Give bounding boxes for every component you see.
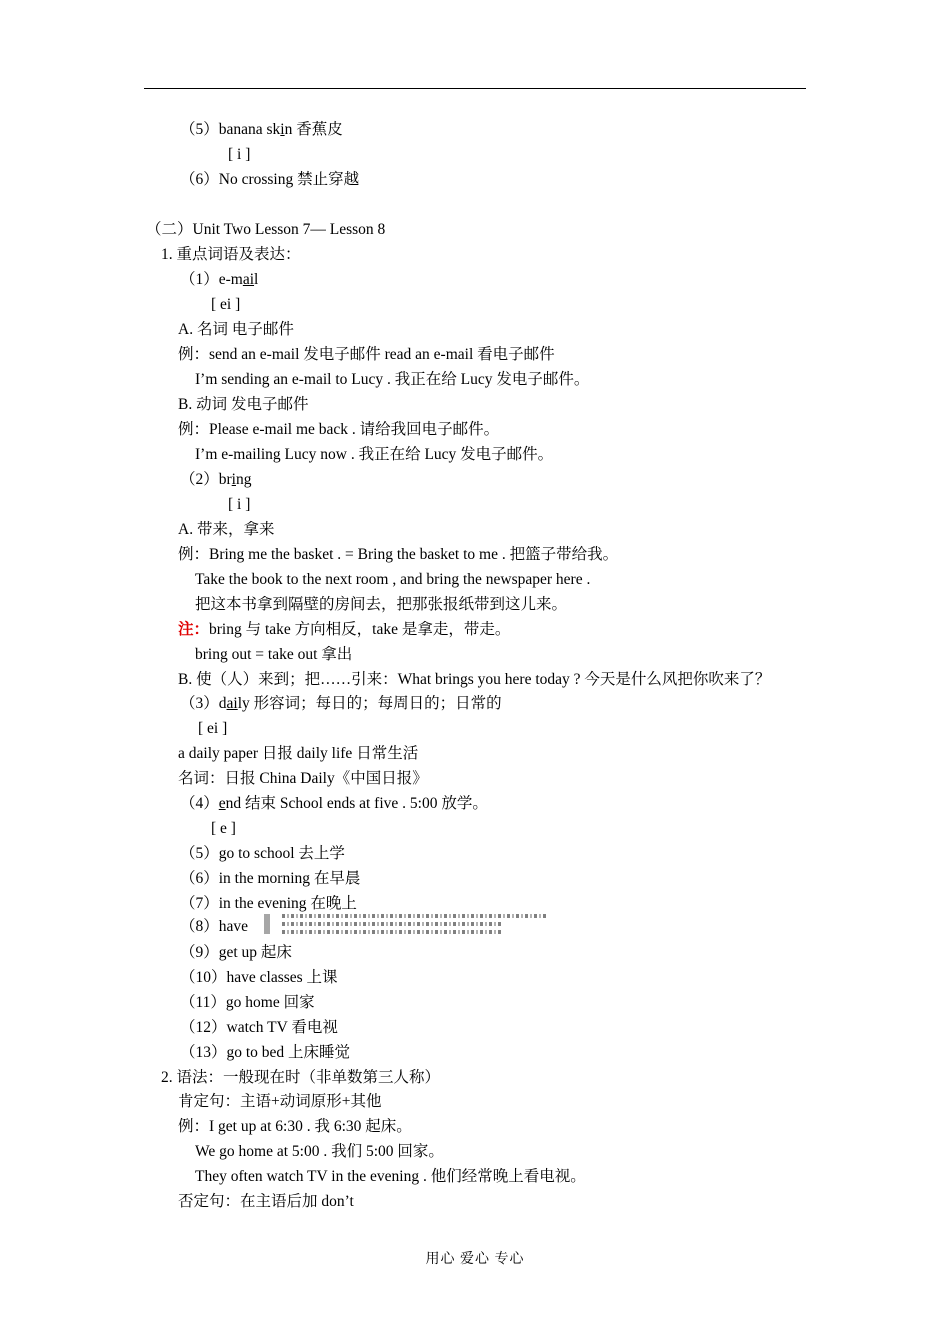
vocab-item: （13）go to bed 上床睡觉	[180, 1044, 351, 1061]
example: 例：send an e-mail 发电子邮件 read an e-mail 看电子邮件	[178, 346, 555, 363]
obscured-text-image	[264, 912, 549, 936]
example: I’m sending an e-mail to Lucy . 我正在给 Lucy 发电子邮件。	[195, 371, 590, 388]
header-rule	[144, 88, 806, 89]
example: I’m e-mailing Lucy now . 我正在给 Lucy 发电子邮件。	[195, 446, 554, 463]
example: 把这本书拿到隔壁的房间去，把那张报纸带到这儿来。	[195, 596, 568, 613]
vocab-item: （5）go to school 去上学	[180, 845, 345, 862]
example: bring out = take out 拿出	[195, 646, 353, 663]
vocab-daily: （3）daily 形容词；每日的；每周日的；日常的	[180, 695, 502, 712]
example: Take the book to the next room , and bring the newspaper here .	[195, 571, 591, 588]
vocab-item: （7）in the evening 在晚上	[180, 895, 357, 912]
example: 例：I get up at 6:30 . 我 6:30 起床。	[178, 1118, 412, 1135]
phonetic: [ ei ]	[198, 720, 228, 737]
example: We go home at 5:00 . 我们 5:00 回家。	[195, 1143, 444, 1160]
item-banana-skin: （5）banana skin 香蕉皮	[180, 121, 343, 138]
example: They often watch TV in the evening . 他们经常晚上看电视。	[195, 1168, 586, 1185]
vocab-item: （12）watch TV 看电视	[180, 1019, 338, 1036]
vocab-item: （6）in the morning 在早晨	[180, 870, 361, 887]
subsection-heading: 2. 语法：一般现在时（非单数第三人称）	[161, 1069, 441, 1086]
example: a daily paper 日报 daily life 日常生活	[178, 745, 419, 762]
definition: B. 使（人）来到；把……引来：What brings you here today ? 今天是什么风把你吹来了？	[178, 671, 771, 688]
vocab-item: （10）have classes 上课	[180, 969, 338, 986]
subsection-heading: 1. 重点词语及表达：	[161, 246, 301, 263]
phonetic: [ i ]	[228, 496, 251, 513]
definition: B. 动词 发电子邮件	[178, 396, 309, 413]
vocab-email: （1）e-mail	[180, 271, 259, 288]
definition: A. 带来，拿来	[178, 521, 275, 538]
note-label: 注：	[178, 621, 210, 638]
phonetic: [ e ]	[211, 820, 236, 837]
section-heading: （二）Unit Two Lesson 7— Lesson 8	[146, 221, 386, 238]
vocab-item: （9）get up 起床	[180, 944, 292, 961]
grammar-rule: 肯定句：主语+动词原形+其他	[178, 1093, 382, 1110]
phonetic: [ ei ]	[211, 296, 241, 313]
example: 名词：日报 China Daily《中国日报》	[178, 770, 428, 787]
phonetic: [ i ]	[228, 146, 251, 163]
grammar-rule: 否定句：在主语后加 don’t	[178, 1193, 354, 1210]
example: 例：Bring me the basket . = Bring the basket to me . 把篮子带给我。	[178, 546, 619, 563]
definition: A. 名词 电子邮件	[178, 321, 294, 338]
example: 例：Please e-mail me back . 请给我回电子邮件。	[178, 421, 500, 438]
item-no-crossing: （6）No crossing 禁止穿越	[180, 171, 360, 188]
vocab-item: （8）have	[180, 918, 249, 935]
vocab-bring: （2）bring	[180, 471, 252, 488]
vocab-end: （4）end 结束 School ends at five . 5:00 放学。	[180, 795, 488, 812]
vocab-item: （11）go home 回家	[180, 994, 315, 1011]
note: 注：bring 与 take 方向相反，take 是拿走，带走。	[178, 621, 511, 638]
page-footer: 用心 爱心 专心	[425, 1252, 525, 1267]
